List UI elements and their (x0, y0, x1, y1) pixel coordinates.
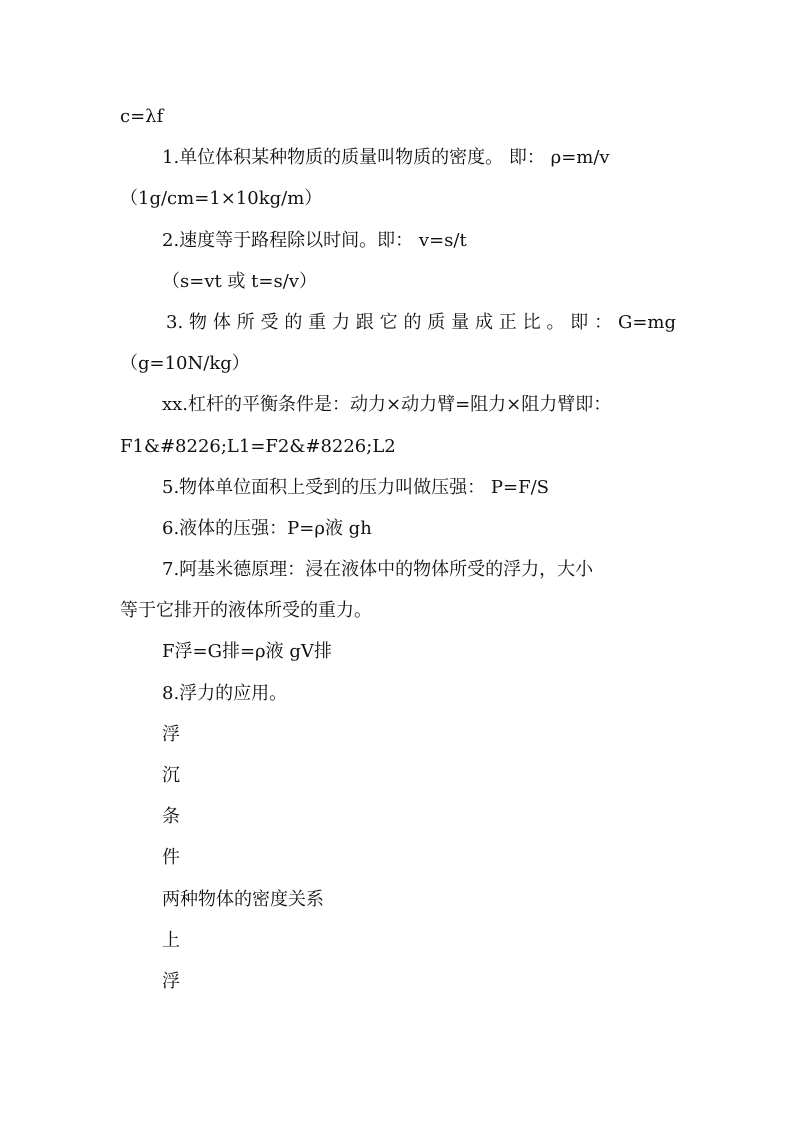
table-cell-condition-2: 件 (162, 847, 180, 869)
lever-formula: F1&#8226;L1=F2&#8226;L2 (120, 435, 396, 457)
table-cell-float-1: 浮 (162, 723, 180, 745)
item-pressure-definition: 5.物体单位面积上受到的压力叫做压强： P=F/S (162, 476, 549, 498)
gravity-constant-note: （g=10N/kg） (120, 353, 250, 375)
item-liquid-pressure: 6.液体的压强：P=ρ液 gh (162, 517, 372, 539)
item-density-definition: 1.单位体积某种物质的质量叫物质的密度。 即： ρ=m/v (162, 147, 610, 169)
density-unit-note: （1g/cm=1×10kg/m） (120, 188, 323, 210)
table-cell-condition-1: 条 (162, 806, 180, 828)
formula-wave-speed: c=λf (120, 106, 164, 127)
speed-formula-variants: （s=vt 或 t=s/v） (162, 270, 317, 292)
item-buoyancy-applications: 8.浮力的应用。 (162, 682, 288, 704)
item-speed-definition: 2.速度等于路程除以时间。即： v=s/t (162, 229, 467, 251)
table-cell-density-relation: 两种物体的密度关系 (162, 888, 324, 910)
document-body (120, 96, 676, 1002)
item-gravity-definition: 3.物体所受的重力跟它的质量成正比。即：G=mg (166, 311, 676, 333)
table-cell-up: 上 (162, 929, 180, 951)
item-archimedes-principle: 7.阿基米德原理：浸在液体中的物体所受的浮力，大小 (162, 559, 594, 581)
item-lever-balance: xx.杠杆的平衡条件是：动力×动力臂=阻力×阻力臂即： (162, 394, 612, 416)
table-cell-sink: 沉 (162, 765, 180, 786)
archimedes-principle-continued: 等于它排开的液体所受的重力。 (120, 600, 372, 622)
table-cell-float-2: 浮 (162, 970, 180, 992)
buoyancy-formula: F浮=G排=ρ液 gV排 (162, 641, 332, 663)
